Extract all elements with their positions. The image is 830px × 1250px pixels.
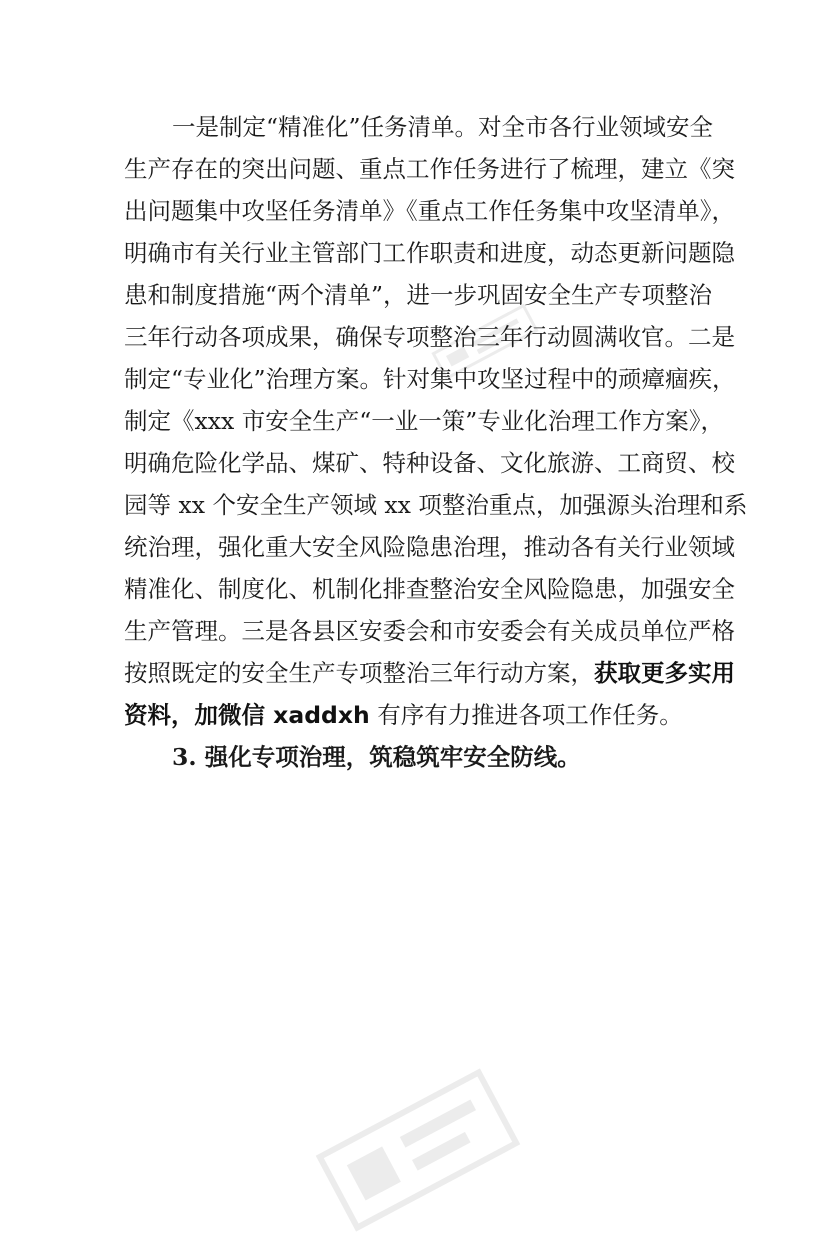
paragraph-line-6: 三年行动各项成果，确保专项整治三年行动圆满收官。二是	[124, 323, 735, 351]
paragraph-line-2: 生产存在的突出问题、重点工作任务进行了梳理，建立《突	[124, 155, 735, 183]
paragraph-line-3: 出问题集中攻坚任务清单》《重点工作任务集中攻坚清单》，	[124, 197, 735, 225]
watermark-icon	[302, 1050, 535, 1250]
paragraph-line-8: 制定《xxx 市安全生产“一业一策”专业化治理工作方案》，	[124, 407, 725, 435]
paragraph-line-4: 明确市有关行业主管部门工作职责和进度，动态更新问题隐	[124, 239, 735, 267]
paragraph-line-1: 一是制定“精准化”任务清单。对全市各行业领域安全	[172, 113, 714, 141]
paragraph-line-13: 生产管理。三是各县区安委会和市安委会有关成员单位严格	[124, 617, 735, 645]
line-15-suffix: 有序有力推进各项工作任务。	[369, 701, 683, 729]
paragraph-line-5: 患和制度措施“两个清单”，进一步巩固安全生产专项整治	[124, 281, 713, 309]
paragraph-line-10: 园等 xx 个安全生产领域 xx 项整治重点，加强源头治理和系	[124, 491, 748, 519]
inserted-contact-text: 资料，加微信 xaddxh	[124, 701, 370, 729]
paragraph-line-14	[124, 652, 735, 694]
inserted-promo-text: 获取更多实用	[594, 659, 735, 687]
paragraph-line-7: 制定“专业化”治理方案。针对集中攻坚过程中的顽瘴痼疾，	[124, 365, 736, 393]
paragraph-line-12: 精准化、制度化、机制化排查整治安全风险隐患，加强安全	[124, 575, 735, 603]
section-heading: 3. 强化专项治理，筑稳筑牢安全防线。	[172, 743, 581, 771]
paragraph-line-9: 明确危险化学品、煤矿、特种设备、文化旅游、工商贸、校	[124, 449, 735, 477]
paragraph-line-15-holder	[124, 694, 708, 736]
line-14-prefix: 按照既定的安全生产专项整治三年行动方案，	[124, 659, 594, 687]
paragraph-line-11: 统治理，强化重大安全风险隐患治理，推动各有关行业领域	[124, 533, 735, 561]
